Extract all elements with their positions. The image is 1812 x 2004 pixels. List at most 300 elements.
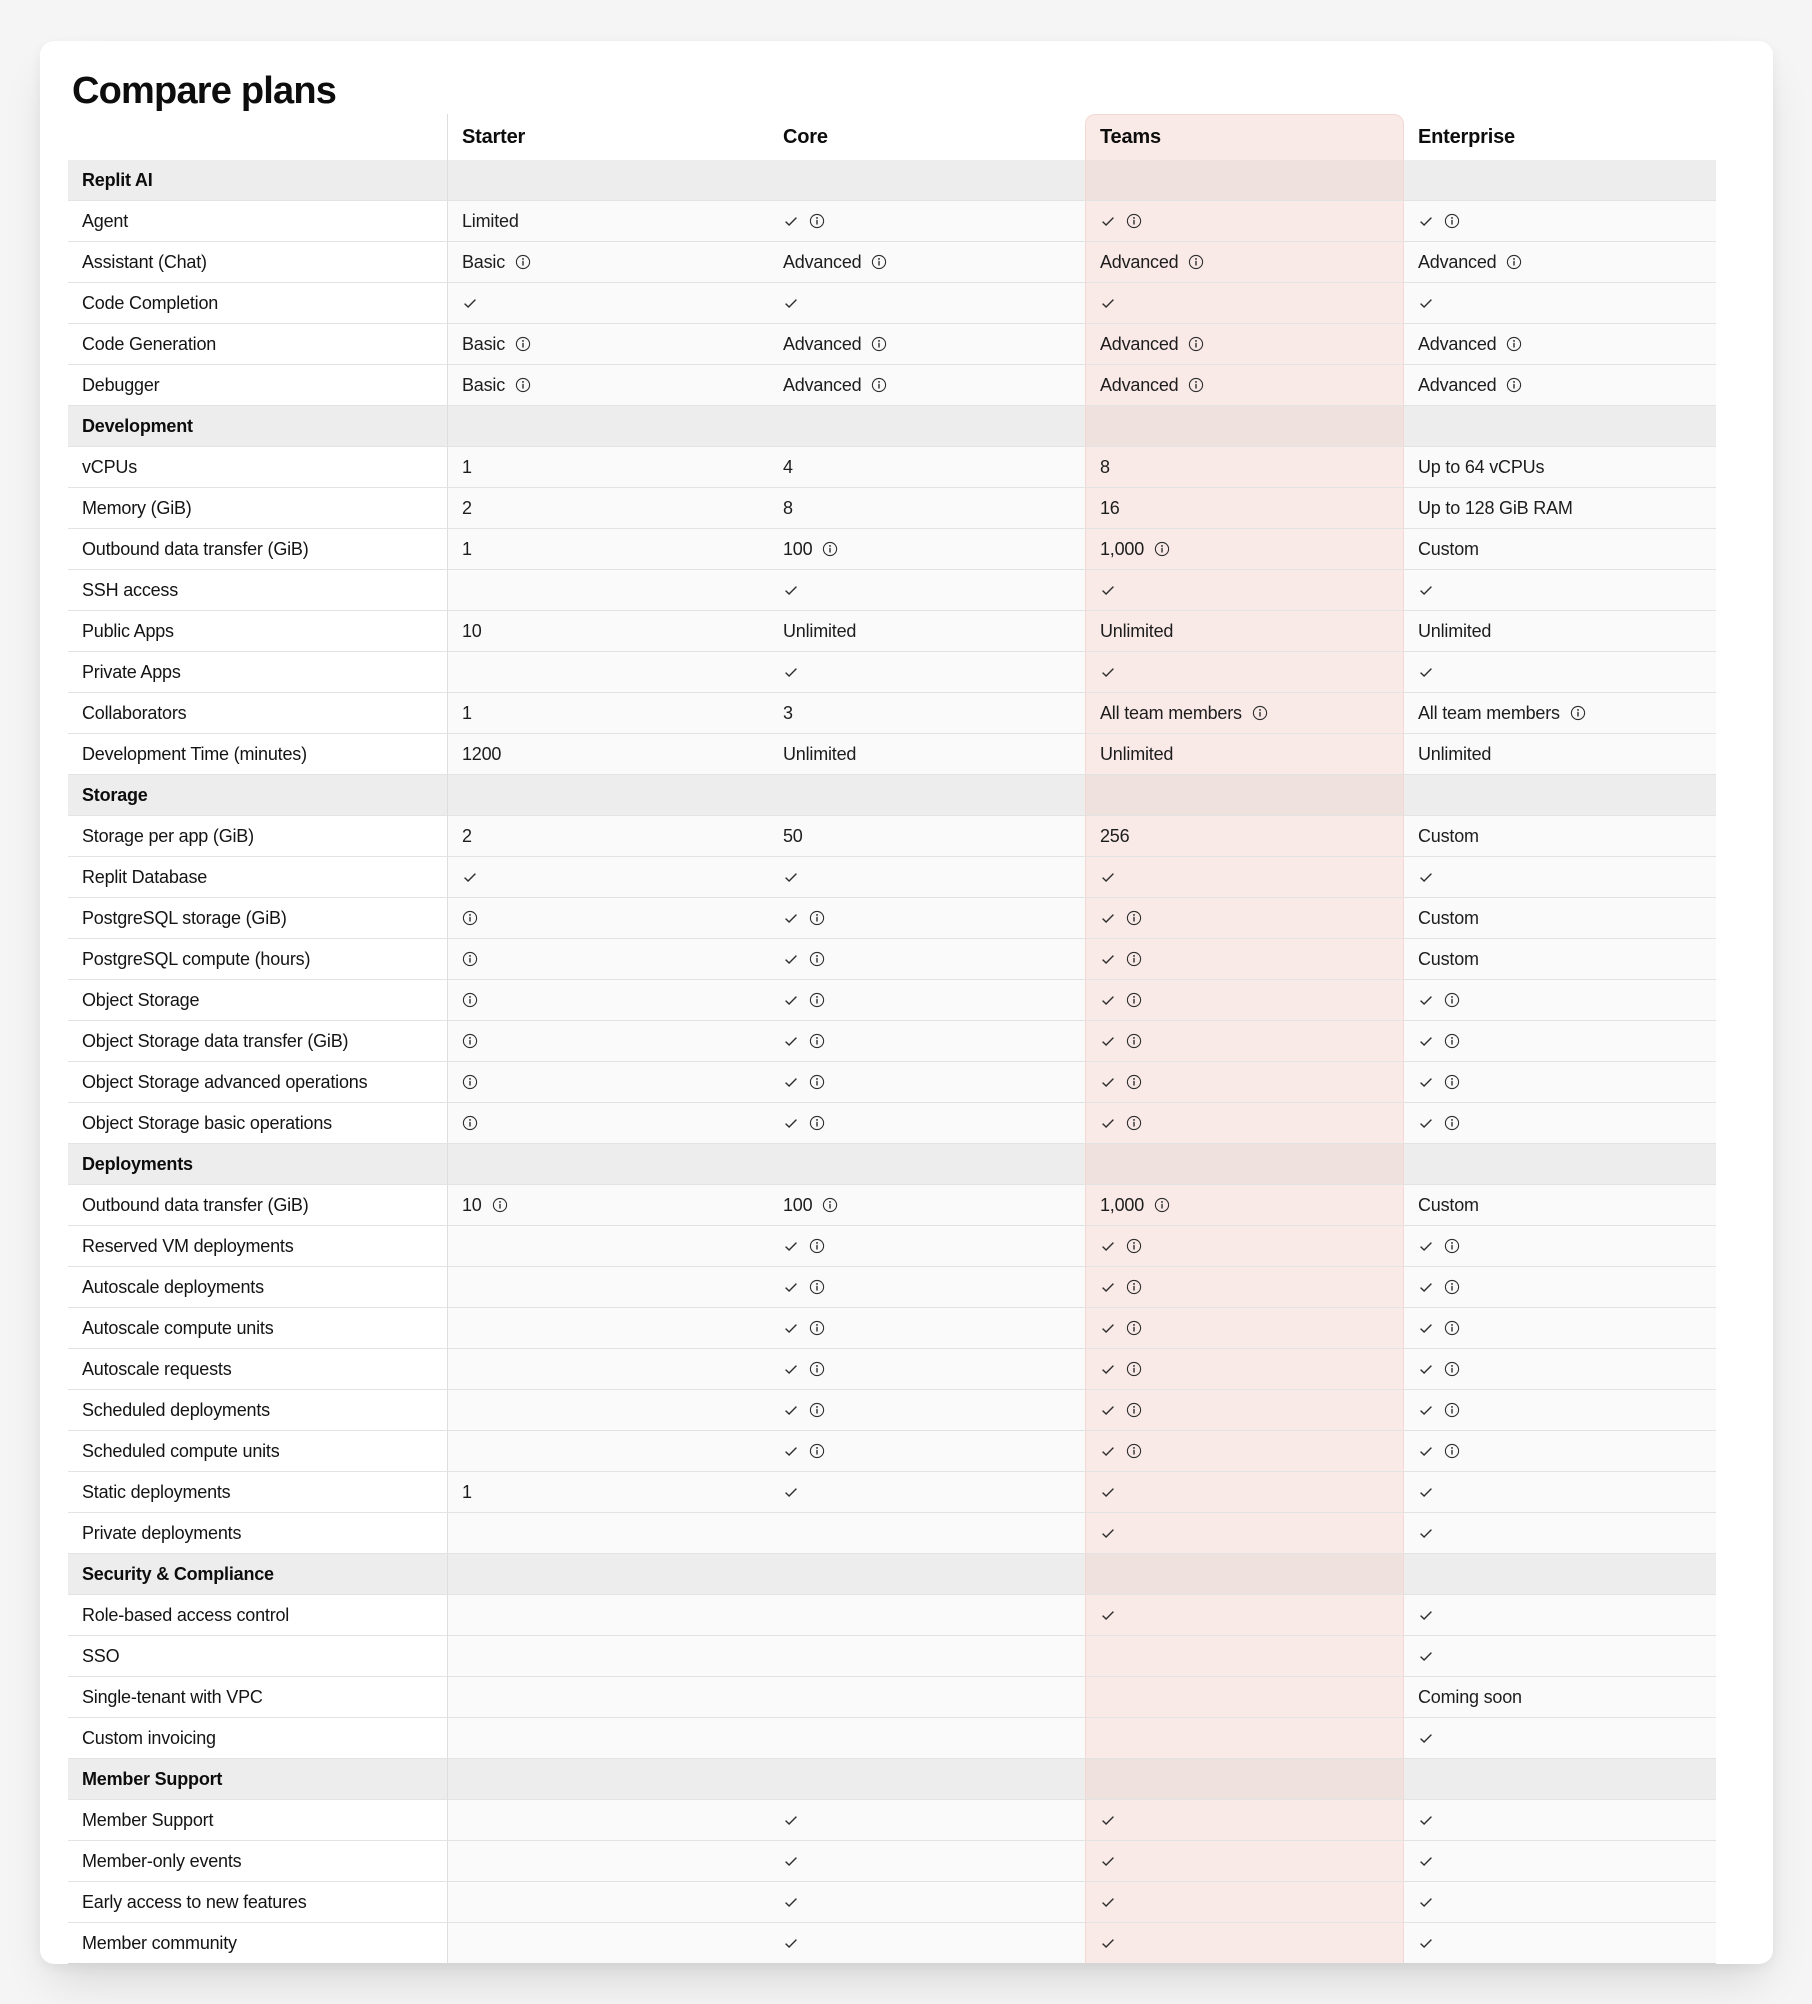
feature-label-cell xyxy=(68,1882,448,1923)
section-band-cell xyxy=(1404,1144,1716,1185)
section-band-cell xyxy=(769,406,1085,447)
feature-label-cell xyxy=(68,1636,448,1677)
info-icon[interactable] xyxy=(1444,1033,1460,1049)
feature-row-storage-per-app-gib xyxy=(68,816,1716,857)
check-icon xyxy=(1100,951,1116,967)
info-icon[interactable] xyxy=(1126,1115,1142,1131)
feature-row-object-storage-data-transfer-gib xyxy=(68,1021,1716,1062)
feature-label-cell xyxy=(68,1841,448,1882)
cell-text: Basic xyxy=(462,251,506,272)
cell-teams-code-completion xyxy=(1085,283,1404,324)
cell-text: Unlimited xyxy=(1418,620,1492,641)
check-icon xyxy=(1418,1812,1434,1828)
plan-header-teams xyxy=(1085,114,1404,160)
info-icon[interactable] xyxy=(1444,992,1460,1008)
info-icon[interactable] xyxy=(1444,1115,1460,1131)
feature-label-cell xyxy=(68,1226,448,1267)
cell-teams-replit-database xyxy=(1085,857,1404,898)
check-icon xyxy=(783,582,799,598)
cell-teams-object-storage-basic-operations xyxy=(1085,1103,1404,1144)
info-icon[interactable] xyxy=(462,1115,478,1131)
feature-label: Autoscale compute units xyxy=(82,1317,274,1338)
cell-teams-outbound-data-transfer-gib xyxy=(1085,1185,1404,1226)
info-icon[interactable] xyxy=(1444,1320,1460,1336)
info-icon[interactable] xyxy=(871,336,887,352)
info-icon[interactable] xyxy=(515,336,531,352)
feature-label-cell xyxy=(68,611,448,652)
cell-teams-storage-per-app-gib xyxy=(1085,816,1404,857)
cell-enterprise-code-generation xyxy=(1404,324,1716,365)
section-band-cell xyxy=(448,160,769,201)
section-band-cell xyxy=(1085,406,1404,447)
cell-starter-ssh-access xyxy=(448,570,769,611)
cell-starter-autoscale-deployments xyxy=(448,1267,769,1308)
info-icon[interactable] xyxy=(1506,336,1522,352)
cell-core-object-storage-basic-operations xyxy=(769,1103,1085,1144)
cell-teams-autoscale-compute-units xyxy=(1085,1308,1404,1349)
info-icon[interactable] xyxy=(515,377,531,393)
cell-core-autoscale-deployments xyxy=(769,1267,1085,1308)
feature-row-debugger xyxy=(68,365,1716,406)
info-icon[interactable] xyxy=(462,1033,478,1049)
cell-enterprise-replit-database xyxy=(1404,857,1716,898)
feature-row-scheduled-deployments xyxy=(68,1390,1716,1431)
cell-text: 1 xyxy=(462,1481,472,1502)
feature-label: Role-based access control xyxy=(82,1604,290,1625)
cell-starter-memory-gib xyxy=(448,488,769,529)
cell-core-member-only-events xyxy=(769,1841,1085,1882)
feature-label: Development Time (minutes) xyxy=(82,743,307,764)
info-icon[interactable] xyxy=(462,951,478,967)
section-band-cell xyxy=(1404,406,1716,447)
cell-enterprise-assistant-chat xyxy=(1404,242,1716,283)
feature-row-ssh-access xyxy=(68,570,1716,611)
feature-row-memory-gib xyxy=(68,488,1716,529)
cell-text: 1,000 xyxy=(1100,1194,1145,1215)
check-icon xyxy=(1100,992,1116,1008)
cell-text: Unlimited xyxy=(783,743,857,764)
section-band-cell xyxy=(769,1554,1085,1595)
cell-starter-early-access-to-new-features xyxy=(448,1882,769,1923)
feature-row-role-based-access-control xyxy=(68,1595,1716,1636)
feature-label: Collaborators xyxy=(82,702,187,723)
check-icon xyxy=(1418,1853,1434,1869)
cell-enterprise-public-apps xyxy=(1404,611,1716,652)
cell-enterprise-autoscale-requests xyxy=(1404,1349,1716,1390)
cell-core-early-access-to-new-features xyxy=(769,1882,1085,1923)
info-icon[interactable] xyxy=(809,1320,825,1336)
cell-starter-collaborators xyxy=(448,693,769,734)
feature-row-reserved-vm-deployments xyxy=(68,1226,1716,1267)
cell-text: Unlimited xyxy=(1418,743,1492,764)
cell-text: Basic xyxy=(462,374,506,395)
cell-enterprise-development-time-minutes xyxy=(1404,734,1716,775)
feature-label: Autoscale deployments xyxy=(82,1276,264,1297)
cell-enterprise-member-community xyxy=(1404,1923,1716,1964)
feature-row-custom-invoicing xyxy=(68,1718,1716,1759)
info-icon[interactable] xyxy=(809,1074,825,1090)
section-band-cell xyxy=(769,1759,1085,1800)
check-icon xyxy=(783,1402,799,1418)
feature-label: Scheduled compute units xyxy=(82,1440,280,1461)
feature-label-cell xyxy=(68,693,448,734)
cell-text: 1 xyxy=(462,538,472,559)
feature-row-sso xyxy=(68,1636,1716,1677)
cell-core-object-storage xyxy=(769,980,1085,1021)
cell-core-postgresql-compute-hours xyxy=(769,939,1085,980)
info-icon[interactable] xyxy=(492,1197,508,1213)
feature-row-outbound-data-transfer-gib xyxy=(68,529,1716,570)
info-icon[interactable] xyxy=(1126,910,1142,926)
feature-label-cell xyxy=(68,1800,448,1841)
cell-core-debugger xyxy=(769,365,1085,406)
info-icon[interactable] xyxy=(809,910,825,926)
info-icon[interactable] xyxy=(809,1279,825,1295)
check-icon xyxy=(1100,1443,1116,1459)
plan-header-enterprise xyxy=(1404,114,1716,160)
feature-label: Memory (GiB) xyxy=(82,497,192,518)
cell-text: 4 xyxy=(783,456,793,477)
cell-teams-sso xyxy=(1085,1636,1404,1677)
check-icon xyxy=(1418,1402,1434,1418)
check-icon xyxy=(1100,664,1116,680)
cell-text: Limited xyxy=(462,210,519,231)
cell-core-object-storage-data-transfer-gib xyxy=(769,1021,1085,1062)
cell-core-reserved-vm-deployments xyxy=(769,1226,1085,1267)
info-icon[interactable] xyxy=(515,254,531,270)
cell-text: Custom xyxy=(1418,907,1479,928)
check-icon xyxy=(783,1935,799,1951)
cell-core-public-apps xyxy=(769,611,1085,652)
info-icon[interactable] xyxy=(1126,1238,1142,1254)
feature-row-private-apps xyxy=(68,652,1716,693)
feature-label: Private Apps xyxy=(82,661,181,682)
check-icon xyxy=(1418,582,1434,598)
section-title: Member Support xyxy=(82,1768,223,1789)
plan-header-starter xyxy=(448,114,769,160)
feature-label: Object Storage data transfer (GiB) xyxy=(82,1030,349,1051)
feature-label: Agent xyxy=(82,210,129,231)
cell-starter-replit-database xyxy=(448,857,769,898)
feature-row-postgresql-compute-hours xyxy=(68,939,1716,980)
info-icon[interactable] xyxy=(1188,336,1204,352)
cell-teams-member-support xyxy=(1085,1800,1404,1841)
feature-label: Object Storage basic operations xyxy=(82,1112,332,1133)
info-icon[interactable] xyxy=(871,377,887,393)
feature-label-cell xyxy=(68,324,448,365)
cell-core-autoscale-requests xyxy=(769,1349,1085,1390)
cell-text: Advanced xyxy=(1100,251,1179,272)
info-icon[interactable] xyxy=(1126,1443,1142,1459)
cell-starter-object-storage-data-transfer-gib xyxy=(448,1021,769,1062)
cell-text: Unlimited xyxy=(1100,743,1174,764)
cell-text: 1 xyxy=(462,456,472,477)
cell-starter-object-storage-advanced-operations xyxy=(448,1062,769,1103)
cell-enterprise-collaborators xyxy=(1404,693,1716,734)
cell-enterprise-autoscale-deployments xyxy=(1404,1267,1716,1308)
info-icon[interactable] xyxy=(822,541,838,557)
info-icon[interactable] xyxy=(1126,1279,1142,1295)
info-icon[interactable] xyxy=(1444,213,1460,229)
info-icon[interactable] xyxy=(809,1115,825,1131)
cell-enterprise-member-support xyxy=(1404,1800,1716,1841)
feature-row-static-deployments xyxy=(68,1472,1716,1513)
feature-label-cell xyxy=(68,898,448,939)
info-icon[interactable] xyxy=(1126,1033,1142,1049)
info-icon[interactable] xyxy=(809,1443,825,1459)
section-title: Development xyxy=(82,415,193,436)
check-icon xyxy=(1100,1525,1116,1541)
cell-text: Unlimited xyxy=(1100,620,1174,641)
check-icon xyxy=(1100,1484,1116,1500)
cell-teams-postgresql-storage-gib xyxy=(1085,898,1404,939)
section-band-cell xyxy=(1404,1554,1716,1595)
feature-label-cell xyxy=(68,1185,448,1226)
feature-label: PostgreSQL compute (hours) xyxy=(82,948,311,969)
feature-label-cell xyxy=(68,1308,448,1349)
info-icon[interactable] xyxy=(1126,1402,1142,1418)
feature-label: Static deployments xyxy=(82,1481,231,1502)
section-header-row-member-support xyxy=(68,1759,1716,1800)
cell-teams-reserved-vm-deployments xyxy=(1085,1226,1404,1267)
check-icon xyxy=(1418,1484,1434,1500)
feature-label: Custom invoicing xyxy=(82,1727,216,1748)
cell-starter-custom-invoicing xyxy=(448,1718,769,1759)
cell-teams-member-community xyxy=(1085,1923,1404,1964)
section-header-row-development xyxy=(68,406,1716,447)
check-icon xyxy=(1418,1320,1434,1336)
check-icon xyxy=(1418,1033,1434,1049)
cell-enterprise-vcpus xyxy=(1404,447,1716,488)
info-icon[interactable] xyxy=(1506,254,1522,270)
section-title: Storage xyxy=(82,784,148,805)
feature-label: PostgreSQL storage (GiB) xyxy=(82,907,287,928)
info-icon[interactable] xyxy=(809,992,825,1008)
cell-starter-autoscale-compute-units xyxy=(448,1308,769,1349)
feature-label-cell xyxy=(68,816,448,857)
cell-teams-memory-gib xyxy=(1085,488,1404,529)
check-icon xyxy=(1418,1525,1434,1541)
check-icon xyxy=(1418,1894,1434,1910)
section-band-cell xyxy=(448,406,769,447)
check-icon xyxy=(783,1115,799,1131)
info-icon[interactable] xyxy=(809,1361,825,1377)
cell-core-memory-gib xyxy=(769,488,1085,529)
info-icon[interactable] xyxy=(1126,992,1142,1008)
section-title: Replit AI xyxy=(82,169,153,190)
check-icon xyxy=(1100,1894,1116,1910)
info-icon[interactable] xyxy=(1444,1443,1460,1459)
feature-row-object-storage-advanced-operations xyxy=(68,1062,1716,1103)
cell-teams-autoscale-deployments xyxy=(1085,1267,1404,1308)
check-icon xyxy=(1100,1033,1116,1049)
feature-label-cell xyxy=(68,1718,448,1759)
cell-enterprise-member-only-events xyxy=(1404,1841,1716,1882)
info-icon[interactable] xyxy=(1252,705,1268,721)
cell-teams-assistant-chat xyxy=(1085,242,1404,283)
section-band-cell xyxy=(448,1554,769,1595)
cell-teams-collaborators xyxy=(1085,693,1404,734)
cell-starter-outbound-data-transfer-gib xyxy=(448,529,769,570)
cell-starter-vcpus xyxy=(448,447,769,488)
feature-label: Object Storage xyxy=(82,989,200,1010)
cell-text: Custom xyxy=(1418,948,1479,969)
cell-enterprise-role-based-access-control xyxy=(1404,1595,1716,1636)
feature-label-cell xyxy=(68,652,448,693)
info-icon[interactable] xyxy=(1444,1074,1460,1090)
info-icon[interactable] xyxy=(809,951,825,967)
cell-teams-outbound-data-transfer-gib xyxy=(1085,529,1404,570)
info-icon[interactable] xyxy=(462,992,478,1008)
feature-label: Member-only events xyxy=(82,1850,242,1871)
cell-text: Custom xyxy=(1418,1194,1479,1215)
cell-core-postgresql-storage-gib xyxy=(769,898,1085,939)
check-icon xyxy=(1418,869,1434,885)
feature-row-code-completion xyxy=(68,283,1716,324)
check-icon xyxy=(1418,1115,1434,1131)
info-icon[interactable] xyxy=(1188,254,1204,270)
section-band-cell xyxy=(1085,1554,1404,1595)
check-icon xyxy=(1100,1279,1116,1295)
check-icon xyxy=(1418,1935,1434,1951)
section-band-cell xyxy=(1085,160,1404,201)
feature-label: Early access to new features xyxy=(82,1891,307,1912)
info-icon[interactable] xyxy=(1188,377,1204,393)
cell-enterprise-early-access-to-new-features xyxy=(1404,1882,1716,1923)
cell-enterprise-autoscale-compute-units xyxy=(1404,1308,1716,1349)
feature-label-cell xyxy=(68,488,448,529)
info-icon[interactable] xyxy=(1444,1279,1460,1295)
feature-label-cell xyxy=(68,447,448,488)
feature-label-cell xyxy=(68,1062,448,1103)
check-icon xyxy=(1418,664,1434,680)
cell-text: 100 xyxy=(783,1194,813,1215)
cell-starter-member-only-events xyxy=(448,1841,769,1882)
info-icon[interactable] xyxy=(1444,1402,1460,1418)
cell-enterprise-storage-per-app-gib xyxy=(1404,816,1716,857)
cell-core-storage-per-app-gib xyxy=(769,816,1085,857)
cell-enterprise-outbound-data-transfer-gib xyxy=(1404,1185,1716,1226)
info-icon[interactable] xyxy=(822,1197,838,1213)
info-icon[interactable] xyxy=(1444,1238,1460,1254)
cell-text: 1200 xyxy=(462,743,502,764)
feature-label: SSO xyxy=(82,1645,120,1666)
info-icon[interactable] xyxy=(462,1074,478,1090)
feature-label: vCPUs xyxy=(82,456,138,477)
feature-label: Public Apps xyxy=(82,620,174,641)
cell-core-outbound-data-transfer-gib xyxy=(769,529,1085,570)
section-band-cell xyxy=(1085,775,1404,816)
cell-starter-member-community xyxy=(448,1923,769,1964)
section-band-cell xyxy=(1085,1759,1404,1800)
cell-core-member-support xyxy=(769,1800,1085,1841)
cell-teams-object-storage-data-transfer-gib xyxy=(1085,1021,1404,1062)
cell-starter-object-storage xyxy=(448,980,769,1021)
section-header-label xyxy=(68,1759,448,1800)
cell-teams-static-deployments xyxy=(1085,1472,1404,1513)
cell-enterprise-postgresql-compute-hours xyxy=(1404,939,1716,980)
info-icon[interactable] xyxy=(1154,1197,1170,1213)
info-icon[interactable] xyxy=(462,910,478,926)
info-icon[interactable] xyxy=(1570,705,1586,721)
info-icon[interactable] xyxy=(1444,1361,1460,1377)
feature-label-cell xyxy=(68,734,448,775)
check-icon xyxy=(1100,1320,1116,1336)
cell-core-replit-database xyxy=(769,857,1085,898)
check-icon xyxy=(1418,1074,1434,1090)
cell-core-single-tenant-with-vpc xyxy=(769,1677,1085,1718)
feature-label-cell xyxy=(68,1021,448,1062)
feature-label: Code Generation xyxy=(82,333,217,354)
info-icon[interactable] xyxy=(809,213,825,229)
info-icon[interactable] xyxy=(1126,951,1142,967)
cell-text: Advanced xyxy=(1418,251,1497,272)
cell-starter-object-storage-basic-operations xyxy=(448,1103,769,1144)
info-icon[interactable] xyxy=(809,1238,825,1254)
cell-text: Advanced xyxy=(1100,374,1179,395)
check-icon xyxy=(1100,1935,1116,1951)
info-icon[interactable] xyxy=(809,1402,825,1418)
feature-row-member-only-events xyxy=(68,1841,1716,1882)
feature-label: Autoscale requests xyxy=(82,1358,232,1379)
cell-core-member-community xyxy=(769,1923,1085,1964)
cell-core-development-time-minutes xyxy=(769,734,1085,775)
feature-label: Outbound data transfer (GiB) xyxy=(82,538,309,559)
check-icon xyxy=(1100,1812,1116,1828)
cell-text: Advanced xyxy=(783,251,862,272)
feature-label: Member Support xyxy=(82,1809,214,1830)
cell-starter-private-apps xyxy=(448,652,769,693)
check-icon xyxy=(783,1443,799,1459)
info-icon[interactable] xyxy=(1126,1074,1142,1090)
check-icon xyxy=(1418,1607,1434,1623)
feature-row-code-generation xyxy=(68,324,1716,365)
feature-row-autoscale-requests xyxy=(68,1349,1716,1390)
info-icon[interactable] xyxy=(1506,377,1522,393)
info-icon[interactable] xyxy=(1126,1361,1142,1377)
cell-text: Custom xyxy=(1418,538,1479,559)
cell-text: 10 xyxy=(462,620,482,641)
check-icon xyxy=(1100,1853,1116,1869)
cell-core-static-deployments xyxy=(769,1472,1085,1513)
cell-teams-object-storage xyxy=(1085,980,1404,1021)
info-icon[interactable] xyxy=(1126,1320,1142,1336)
cell-core-agent xyxy=(769,201,1085,242)
feature-label-cell xyxy=(68,857,448,898)
cell-teams-member-only-events xyxy=(1085,1841,1404,1882)
feature-row-assistant-chat xyxy=(68,242,1716,283)
cell-starter-public-apps xyxy=(448,611,769,652)
info-icon[interactable] xyxy=(809,1033,825,1049)
cell-starter-sso xyxy=(448,1636,769,1677)
section-title: Deployments xyxy=(82,1153,193,1174)
feature-label: Reserved VM deployments xyxy=(82,1235,294,1256)
feature-label-cell xyxy=(68,1472,448,1513)
cell-enterprise-code-completion xyxy=(1404,283,1716,324)
info-icon[interactable] xyxy=(1126,213,1142,229)
check-icon xyxy=(1418,1238,1434,1254)
check-icon xyxy=(783,664,799,680)
page-title: Compare plans xyxy=(72,70,337,112)
feature-row-development-time-minutes xyxy=(68,734,1716,775)
cell-starter-postgresql-storage-gib xyxy=(448,898,769,939)
cell-teams-custom-invoicing xyxy=(1085,1718,1404,1759)
cell-teams-early-access-to-new-features xyxy=(1085,1882,1404,1923)
info-icon[interactable] xyxy=(1154,541,1170,557)
cell-enterprise-scheduled-compute-units xyxy=(1404,1431,1716,1472)
check-icon xyxy=(783,295,799,311)
info-icon[interactable] xyxy=(871,254,887,270)
